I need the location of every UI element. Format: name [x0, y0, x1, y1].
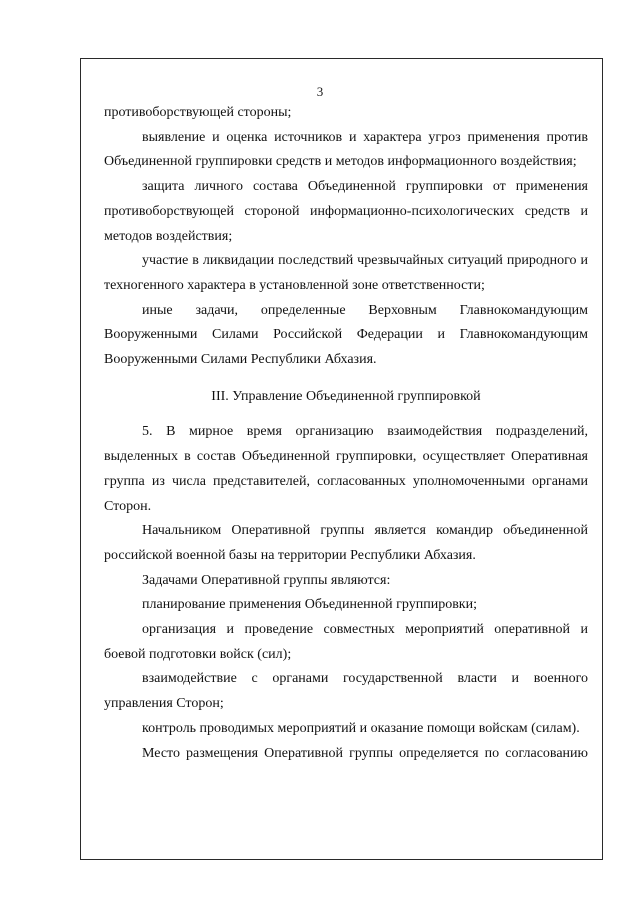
paragraph: участие в ликвидации последствий чрезвычайных ситуаций природного и техногенного характера в установленной зоне ответственности;	[104, 253, 588, 293]
paragraph: противоборствующей стороны;	[104, 105, 292, 120]
paragraph: Начальником Оперативной группы является командир объединенной российской военной базы на территории Республики Абхазия.	[104, 523, 588, 563]
paragraph: контроль проводимых мероприятий и оказание помощи войскам (силам).	[142, 720, 580, 736]
page-number: 3	[316, 84, 324, 99]
paragraph: защита личного состава Объединенной группировки от применения противоборствующей стороной информационно-психологических средств и методов воздействия;	[104, 179, 588, 244]
section-heading: III. Управление Объединенной группировкой	[211, 388, 481, 404]
paragraph: Задачами Оперативной группы являются:	[142, 572, 391, 588]
paragraph: взаимодействие с органами государственной власти и военного управления Сторон;	[104, 671, 588, 712]
document-body	[104, 101, 588, 766]
paragraph: планирование применения Объединенной группировки;	[142, 597, 477, 613]
paragraph: организация и проведение совместных мероприятий оперативной и боевой подготовки войск (сил);	[104, 622, 588, 662]
paragraph: 5. В мирное время организацию взаимодействия подразделений, выделенных в состав Объединенной группировки, осуществляет Оперативная группа из числа представителей, согласованных уполномоченными органами Сторон.	[104, 424, 588, 514]
paragraph: Место размещения Оперативной группы определяется по согласованию	[142, 745, 588, 761]
paragraph: выявление и оценка источников и характера угроз применения против Объединенной группировки средств и методов информационного воздействия;	[104, 129, 588, 170]
paragraph: иные задачи, определенные Верховным Главнокомандующим Вооруженными Силами Российской Федерации и Главнокомандующим Вооруженными Силами Республики Абхазия.	[104, 302, 588, 368]
